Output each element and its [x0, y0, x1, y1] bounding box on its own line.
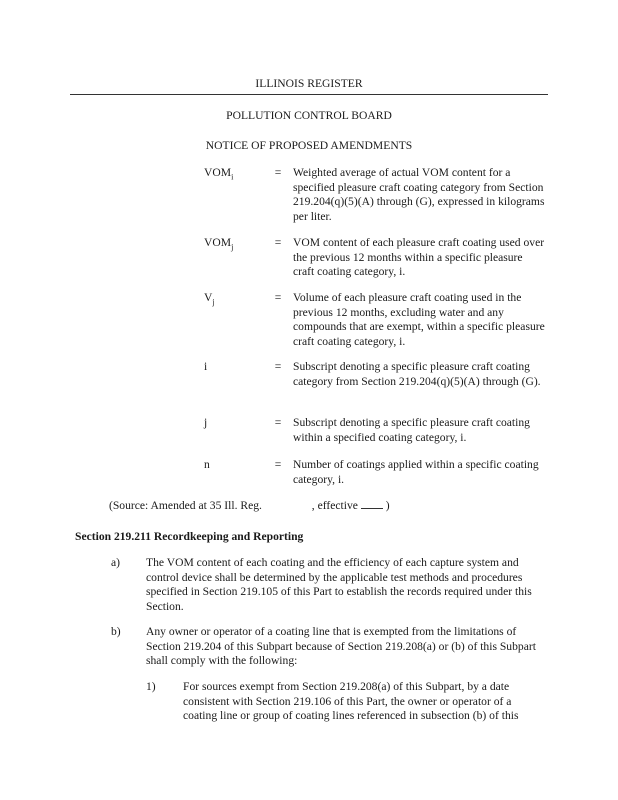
definition-symbol: $VOM_j$	[204, 236, 234, 252]
section-heading: Section 219.211 Recordkeeping and Reporting	[75, 530, 304, 543]
paragraph-a-text: The VOM content of each coating and the efficiency of each capture system and control device shall be determined by the applicable test methods and procedures specified in Section 219.105 of this Part to establish the records required under this Section.	[146, 556, 532, 613]
subparagraph-1-text: For sources exempt from Section 219.208(a) of this Subpart, by a date consistent with Section 219.106 of this Part, the owner or operator of a coating line or group of coating lines referenced in subsection (b) of this	[183, 680, 519, 723]
definitions-list	[0, 166, 618, 486]
header-rule	[70, 94, 548, 95]
definition-symbol: $V_j$	[204, 291, 215, 307]
paragraph-b-text: Any owner or operator of a coating line that is exempted from the limitations of Section 219.204 of this Subpart because of Section 219.208(a) or (b) of this Subpart shall comply with the following:	[146, 625, 536, 668]
definition-symbol: n	[204, 458, 210, 471]
definition-text: Volume of each pleasure craft coating used in the previous 12 months, excluding water and any compounds that are exempt, within a specific pleasure craft coating category, i.	[293, 291, 545, 348]
equals-sign: =	[274, 458, 282, 471]
register-title: ILLINOIS REGISTER	[255, 77, 363, 90]
definition-text: Weighted average of actual VOM content for a specified pleasure craft coating category from Section 219.204(q)(5)(A) through (G), expressed in kilograms per liter.	[293, 166, 545, 223]
definition-symbol: j	[204, 416, 208, 429]
definition-text: VOM content of each pleasure craft coating used over the previous 12 months within a specific pleasure craft coating category, i.	[293, 236, 545, 279]
equals-sign: =	[274, 236, 282, 249]
definition-text: Number of coatings applied within a specific coating category, i.	[293, 458, 539, 486]
definition-symbol: $VOM_i$	[204, 166, 234, 182]
equals-sign: =	[274, 291, 282, 304]
paragraph-b-label: b)	[111, 625, 121, 638]
definition-text: Subscript denoting a specific pleasure craft coating category from Section 219.204(q)(5)(A) through (G).	[293, 360, 541, 388]
definition-text: Subscript denoting a specific pleasure craft coating within a specified coating category, i.	[293, 416, 530, 444]
source-note: (Source: Amended at 35 Ill. Reg. , effective )	[109, 499, 390, 512]
paragraph-a-label: a)	[111, 556, 121, 569]
definition-symbol: i	[204, 360, 208, 373]
agency-name: POLLUTION CONTROL BOARD	[226, 109, 392, 122]
notice-title: NOTICE OF PROPOSED AMENDMENTS	[205, 139, 413, 152]
equals-sign: =	[274, 166, 282, 179]
equals-sign: =	[274, 416, 282, 429]
subparagraph-1-label: 1)	[146, 680, 156, 693]
equals-sign: =	[274, 360, 282, 373]
